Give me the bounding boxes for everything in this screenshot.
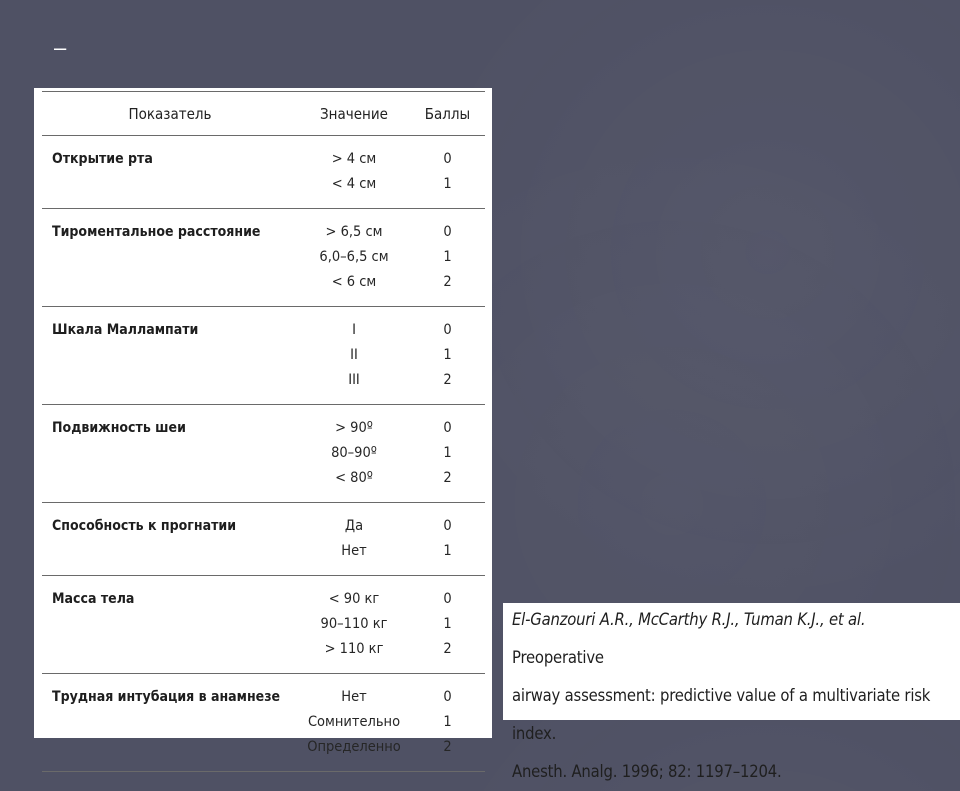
slide-title: – (54, 35, 67, 60)
header-points: Баллы (410, 92, 485, 136)
points-value: 1 (443, 543, 452, 559)
points-value: 1 (443, 176, 452, 192)
points-cell (410, 576, 485, 674)
reference-citation (512, 601, 960, 791)
value-option: > 110 кг (324, 641, 384, 657)
points-value: 0 (443, 322, 452, 338)
points-cell (410, 136, 485, 209)
points-value: 2 (443, 641, 452, 657)
header-value: Значение (298, 92, 410, 136)
value-cell (298, 405, 410, 503)
value-cell (298, 674, 410, 772)
indicator-name: Способность к прогнатии (42, 503, 298, 576)
airway-score-table-card (34, 88, 492, 755)
indicator-name: Открытие рта (42, 136, 298, 209)
points-value: 0 (443, 591, 452, 607)
value-cell (298, 576, 410, 674)
table-row (42, 674, 485, 772)
indicator-name: Подвижность шеи (42, 405, 298, 503)
points-value: 0 (443, 420, 452, 436)
points-value: 1 (443, 616, 452, 632)
value-option: I (352, 322, 356, 338)
reference-journal: Anesth. Analg. 1996; 82: 1197–1204. (512, 762, 782, 781)
value-option: II (350, 347, 358, 363)
value-option: Нет (341, 689, 367, 705)
table-header-row (42, 92, 485, 136)
points-value: 2 (443, 274, 452, 290)
value-option: < 4 см (331, 176, 377, 192)
points-value: 1 (443, 347, 452, 363)
reference-title-start: Preoperative (512, 648, 604, 667)
points-cell (410, 503, 485, 576)
value-option: < 6 см (331, 274, 377, 290)
value-option: Да (344, 518, 364, 534)
value-cell (298, 503, 410, 576)
indicator-name: Шкала Маллампати (42, 307, 298, 405)
points-value: 2 (443, 470, 452, 486)
points-value: 2 (443, 739, 452, 755)
indicator-name: Трудная интубация в анамнезе (42, 674, 298, 772)
points-value: 0 (443, 224, 452, 240)
table-row (42, 576, 485, 674)
value-option: > 6,5 см (325, 224, 383, 240)
reference-authors: El-Ganzouri A.R., McCarthy R.J., Tuman K.J., et al. (512, 610, 866, 629)
points-value: 0 (443, 689, 452, 705)
value-option: 6,0–6,5 см (319, 249, 389, 265)
value-cell (298, 136, 410, 209)
value-option: > 4 см (331, 151, 377, 167)
points-value: 1 (443, 714, 452, 730)
value-option: Сомнительно (307, 714, 401, 730)
value-option: > 90º (335, 420, 373, 436)
value-option: Определенно (307, 739, 401, 755)
table-row (42, 209, 485, 307)
table-row (42, 136, 485, 209)
reference-box (503, 603, 960, 781)
points-value: 0 (443, 151, 452, 167)
value-cell (298, 209, 410, 307)
indicator-name: Масса тела (42, 576, 298, 674)
value-cell (298, 307, 410, 405)
points-value: 1 (443, 249, 452, 265)
value-option: Нет (341, 543, 367, 559)
points-cell (410, 674, 485, 772)
table-row (42, 307, 485, 405)
table-body (42, 136, 485, 772)
points-cell (410, 405, 485, 503)
reference-title-end: airway assessment: predictive value of a multivariate risk index. (512, 686, 931, 743)
table-row (42, 405, 485, 503)
value-option: < 90 кг (328, 591, 380, 607)
header-indicator: Показатель (42, 92, 298, 136)
points-value: 0 (443, 518, 452, 534)
table-row (42, 503, 485, 576)
points-value: 2 (443, 372, 452, 388)
value-option: III (348, 372, 360, 388)
value-option: < 80º (335, 470, 373, 486)
points-cell (410, 209, 485, 307)
value-option: 90–110 кг (320, 616, 388, 632)
airway-score-table (42, 91, 485, 772)
indicator-name: Тироментальное расстояние (42, 209, 298, 307)
points-value: 1 (443, 445, 452, 461)
points-cell (410, 307, 485, 405)
value-option: 80–90º (331, 445, 377, 461)
